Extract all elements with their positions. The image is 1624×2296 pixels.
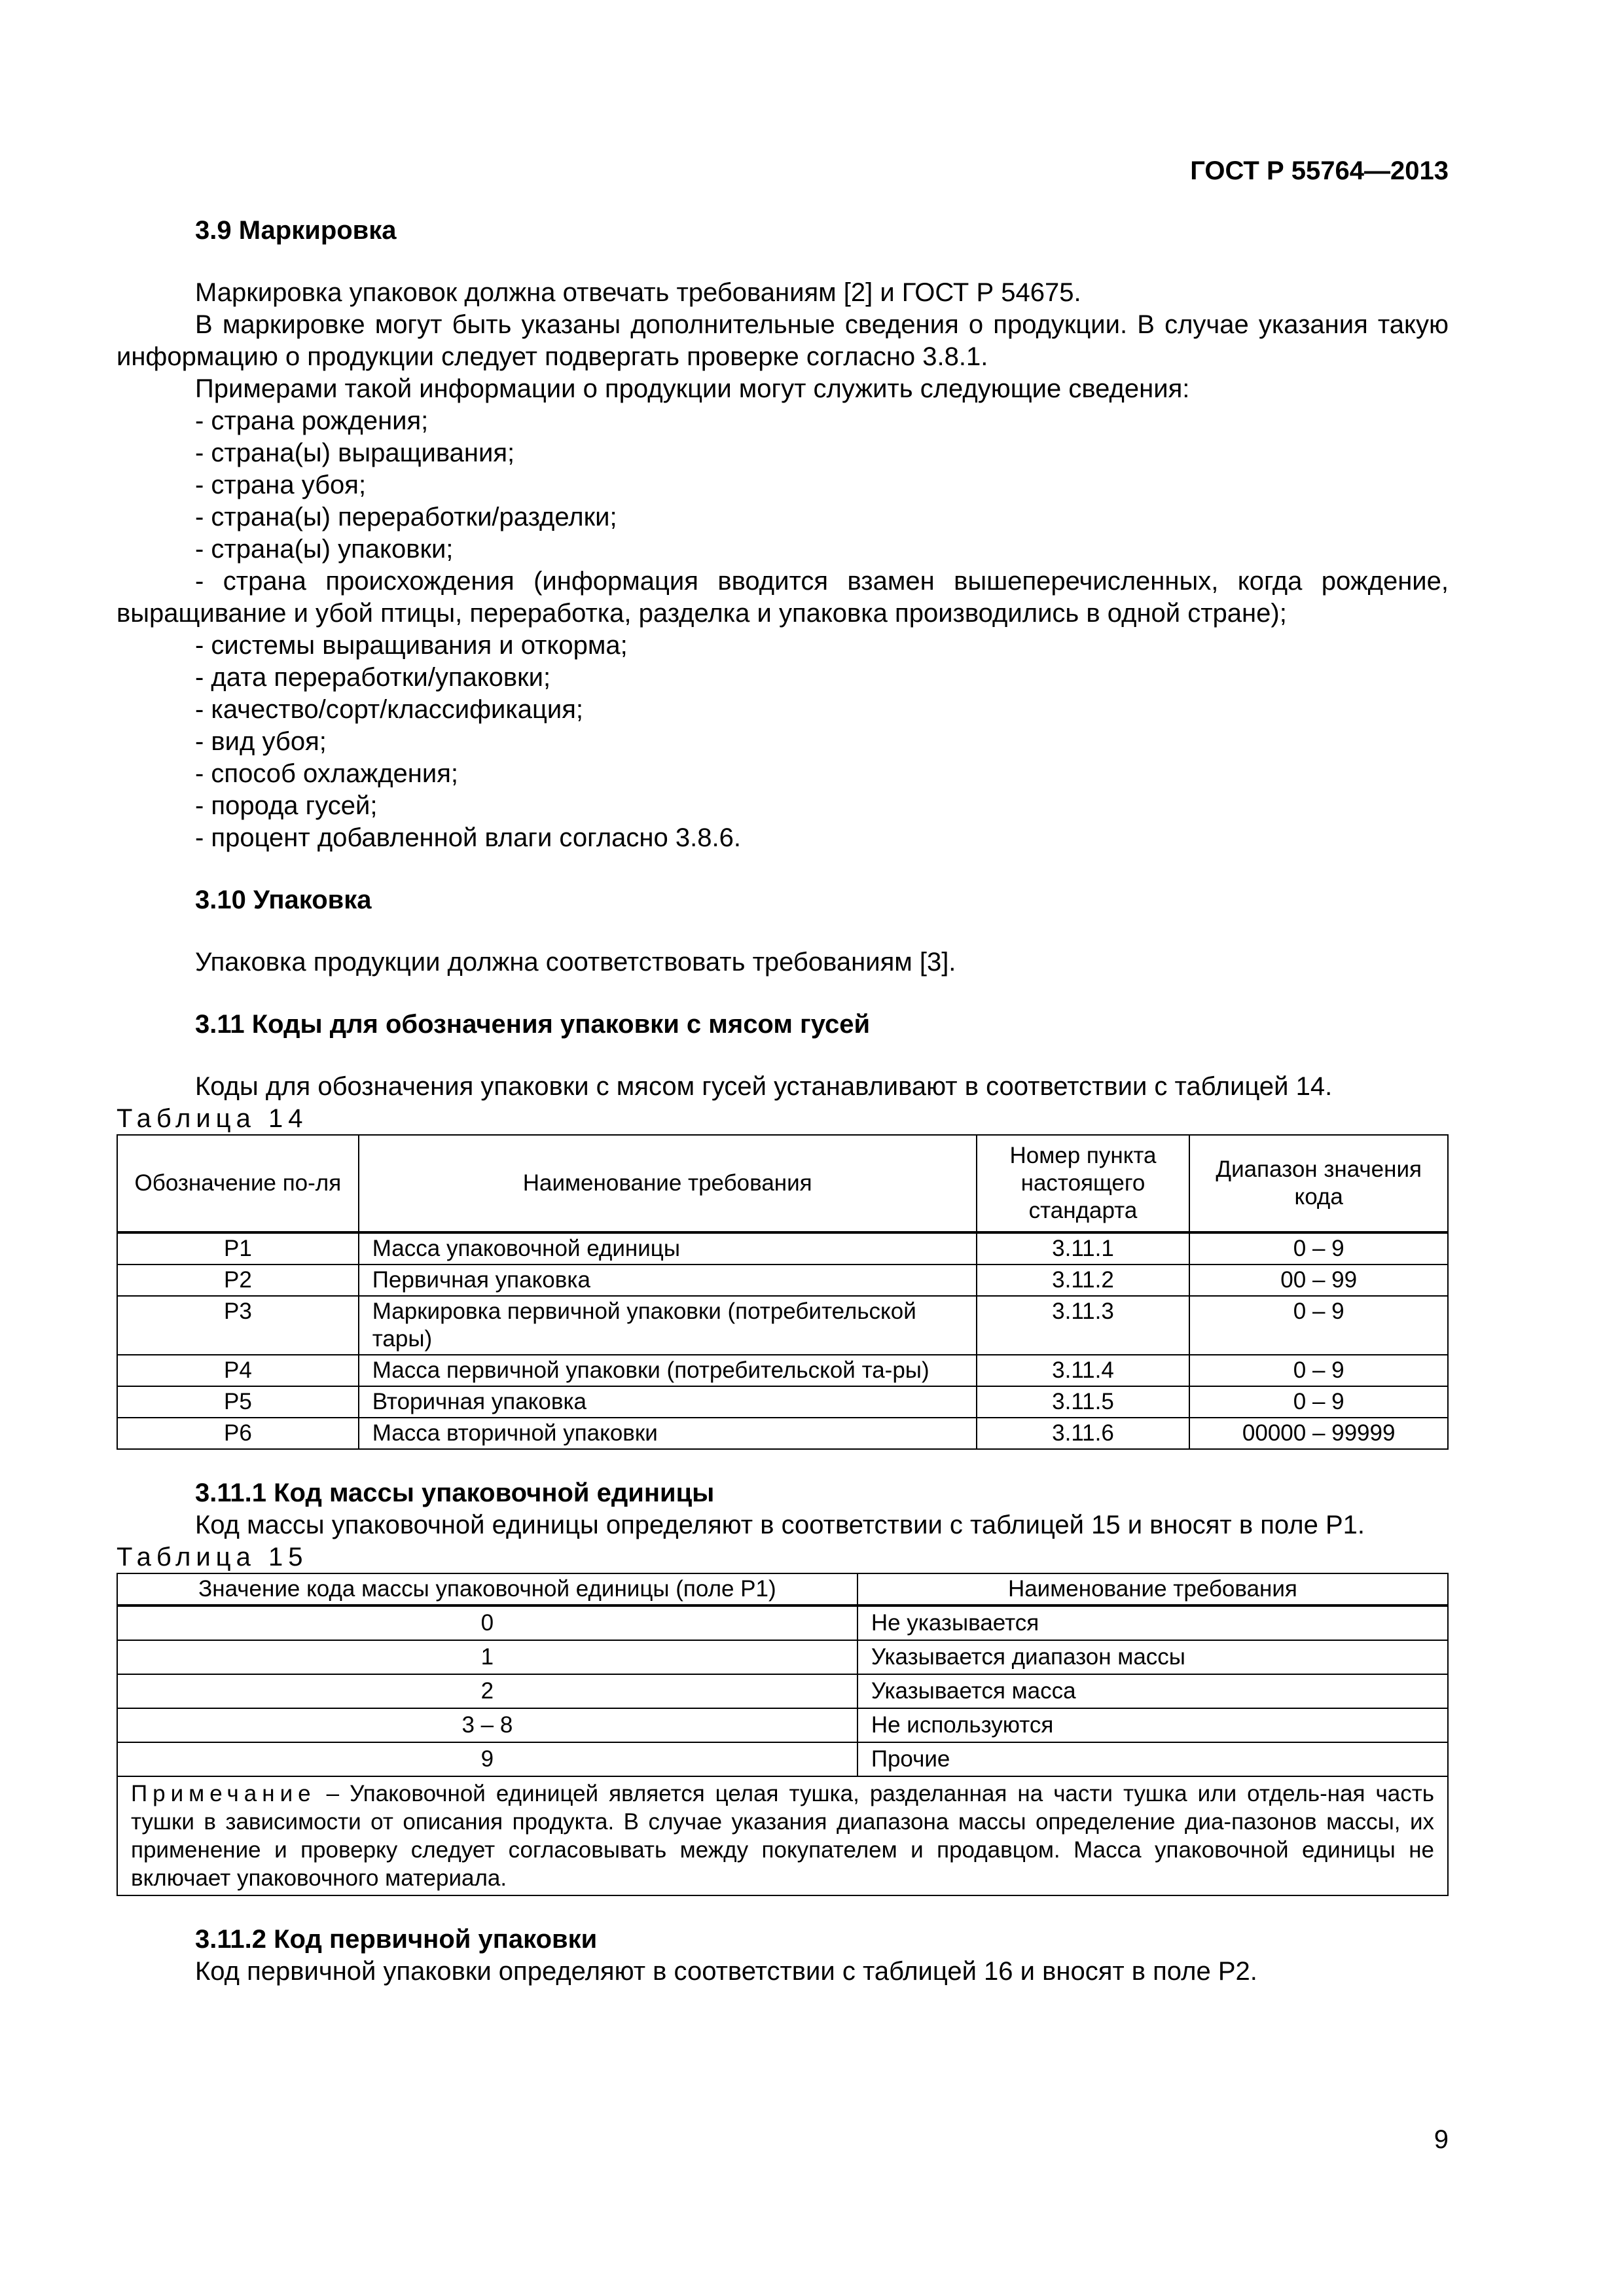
column-header: Значение кода массы упаковочной единицы (поле P1) [117, 1573, 857, 1605]
table-cell: P5 [117, 1386, 359, 1418]
section-3-9-paragraph-2: В маркировке могут быть указаны дополнительные сведения о продукции. В случае указания такую информацию о продукции следует подвергать проверке согласно 3.8.1. [117, 310, 1449, 371]
table-header-row [117, 1135, 1448, 1232]
table-row [117, 1386, 1448, 1418]
table-row [117, 1355, 1448, 1386]
list-item: - качество/сорт/классификация; [195, 695, 584, 724]
table-cell: 1 [117, 1640, 857, 1674]
table-cell: Не используются [857, 1708, 1448, 1742]
table-14-caption: Таблица 14 [117, 1104, 308, 1133]
page-body [117, 215, 1449, 1988]
note-label: Примечание [131, 1781, 316, 1806]
table-cell: 3.11.6 [977, 1418, 1190, 1449]
table-row [117, 1605, 1448, 1640]
table-row [117, 1742, 1448, 1776]
table-cell: 00000 – 99999 [1189, 1418, 1448, 1449]
list-item: - страна рождения; [195, 406, 429, 435]
section-3-11-paragraph: Коды для обозначения упаковки с мясом гусей устанавливают в соответствии с таблицей 14. [195, 1072, 1333, 1101]
table-header-row [117, 1573, 1448, 1605]
table-cell: Первичная упаковка [359, 1265, 977, 1296]
section-3-11-2-heading: 3.11.2 Код первичной упаковки [195, 1925, 598, 1954]
table-cell: 3.11.5 [977, 1386, 1190, 1418]
list-item: - страна(ы) выращивания; [195, 439, 515, 467]
list-item: - системы выращивания и откорма; [195, 631, 628, 660]
table-cell: Масса упаковочной единицы [359, 1232, 977, 1265]
section-3-11-heading: 3.11 Коды для обозначения упаковки с мясом гусей [195, 1010, 871, 1039]
table-row [117, 1418, 1448, 1449]
section-3-11-1-heading: 3.11.1 Код массы упаковочной единицы [195, 1479, 715, 1507]
table-cell: P4 [117, 1355, 359, 1386]
table-cell: 0 [117, 1605, 857, 1640]
section-3-9-paragraph-1: Маркировка упаковок должна отвечать требованиям [2] и ГОСТ Р 54675. [195, 278, 1081, 307]
table-cell: 0 – 9 [1189, 1355, 1448, 1386]
table-cell: 0 – 9 [1189, 1232, 1448, 1265]
list-item: - способ охлаждения; [195, 759, 458, 788]
section-3-9-paragraph-3: Примерами такой информации о продукции могут служить следующие сведения: [195, 374, 1190, 403]
table-cell: 0 – 9 [1189, 1296, 1448, 1355]
table-cell: P6 [117, 1418, 359, 1449]
table-cell: Указывается масса [857, 1674, 1448, 1708]
table-14 [117, 1134, 1449, 1450]
table-cell: P1 [117, 1232, 359, 1265]
table-cell: 3.11.4 [977, 1355, 1190, 1386]
section-3-11-1-paragraph: Код массы упаковочной единицы определяют в соответствии с таблицей 15 и вносят в поле P1. [195, 1511, 1365, 1539]
table-cell: P3 [117, 1296, 359, 1355]
table-row [117, 1265, 1448, 1296]
section-3-11-2-paragraph: Код первичной упаковки определяют в соответствии с таблицей 16 и вносят в поле P2. [195, 1957, 1257, 1986]
table-row [117, 1674, 1448, 1708]
list-item: - страна(ы) упаковки; [195, 535, 454, 564]
list-item: - порода гусей; [195, 791, 378, 820]
table-15-caption: Таблица 15 [117, 1543, 308, 1571]
table-row [117, 1232, 1448, 1265]
column-header: Диапазон значения кода [1189, 1135, 1448, 1232]
note-text: – Упаковочной единицей является целая тушка, разделанная на части тушка или отдель-ная часть тушки в зависимости от описания продукта. В случае указания диапазона массы определение диа-пазонов массы, их применение и проверку следует согласовывать между покупателем и продавцом. Масса упаковочной единицы не включает упаковочного материала. [131, 1781, 1434, 1891]
table-15 [117, 1573, 1449, 1896]
list-item: - страна происхождения (информация вводится взамен вышеперечисленных, когда рождение, выращивание и убой птицы, переработка, разделка и упаковка производились в одной стране); [117, 567, 1449, 628]
list-item: - дата переработки/упаковки; [195, 663, 551, 692]
table-cell: 3 – 8 [117, 1708, 857, 1742]
column-header: Наименование требования [857, 1573, 1448, 1605]
list-item: - процент добавленной влаги согласно 3.8.6. [195, 823, 741, 852]
table-cell: 0 – 9 [1189, 1386, 1448, 1418]
document-header [117, 154, 1449, 187]
list-item: - вид убоя; [195, 727, 327, 756]
table-cell: 3.11.1 [977, 1232, 1190, 1265]
page-number: 9 [1434, 2125, 1449, 2154]
table-cell: Масса вторичной упаковки [359, 1418, 977, 1449]
table-cell: Прочие [857, 1742, 1448, 1776]
table-note-row [117, 1776, 1448, 1895]
table-row [117, 1708, 1448, 1742]
table-cell: Вторичная упаковка [359, 1386, 977, 1418]
table-cell: Маркировка первичной упаковки (потребительской тары) [359, 1296, 977, 1355]
table-cell: Масса первичной упаковки (потребительской та-ры) [359, 1355, 977, 1386]
section-3-9-heading: 3.9 Маркировка [195, 216, 397, 245]
table-note [117, 1776, 1448, 1895]
standard-number: ГОСТ Р 55764—2013 [1190, 156, 1449, 185]
table-cell: P2 [117, 1265, 359, 1296]
marking-info-list [117, 405, 1449, 854]
column-header: Номер пункта настоящего стандарта [977, 1135, 1190, 1232]
section-3-10-paragraph: Упаковка продукции должна соответствовать требованиям [3]. [195, 948, 956, 977]
column-header: Обозначение по-ля [117, 1135, 359, 1232]
table-cell: 2 [117, 1674, 857, 1708]
table-cell: 9 [117, 1742, 857, 1776]
table-cell: 3.11.2 [977, 1265, 1190, 1296]
table-cell: 3.11.3 [977, 1296, 1190, 1355]
list-item: - страна(ы) переработки/разделки; [195, 503, 617, 531]
table-cell: Указывается диапазон массы [857, 1640, 1448, 1674]
table-cell: 00 – 99 [1189, 1265, 1448, 1296]
section-3-10-heading: 3.10 Упаковка [195, 886, 372, 914]
table-cell: Не указывается [857, 1605, 1448, 1640]
list-item: - страна убоя; [195, 471, 367, 499]
table-row [117, 1296, 1448, 1355]
table-row [117, 1640, 1448, 1674]
column-header: Наименование требования [359, 1135, 977, 1232]
